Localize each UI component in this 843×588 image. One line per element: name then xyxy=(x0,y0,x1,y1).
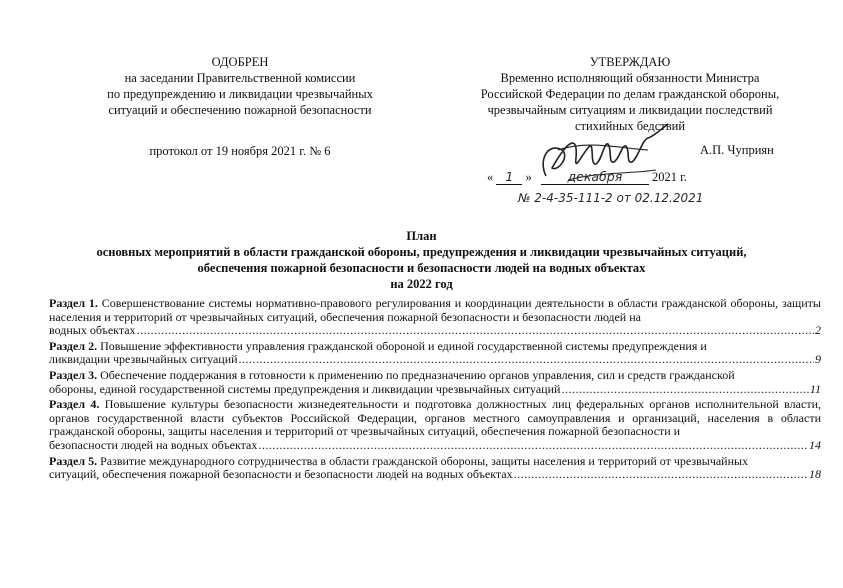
toc-entry-section-1 xyxy=(49,297,821,338)
signer-name: А.П. Чуприян xyxy=(700,143,774,157)
title-line: обеспечения пожарной безопасности и безопасности людей на водных объектах xyxy=(197,261,646,275)
title-line: План xyxy=(406,229,437,243)
affirm-line: Российской Федерации по делам гражданской обороны, xyxy=(480,87,780,101)
toc-section-tail: безопасности людей на водных объектах xyxy=(49,437,258,452)
toc-section-tail: обороны, единой государственной системы предупреждения и ликвидации чрезвычайных ситуаций xyxy=(49,381,561,396)
toc-section-tail: ситуаций, обеспечения пожарной безопасности и безопасности людей на водных объектах xyxy=(49,467,513,482)
toc-entry-section-3 xyxy=(49,369,821,396)
approved-block xyxy=(60,54,420,118)
toc-page-number: 14 xyxy=(809,437,821,452)
approved-protocol: протокол от 19 ноября 2021 г. № 6 xyxy=(149,144,331,158)
toc-leader xyxy=(239,353,814,367)
toc-entry-section-4 xyxy=(49,398,821,452)
approval-date xyxy=(487,170,687,185)
toc-entry-section-2 xyxy=(49,340,821,367)
toc-leader xyxy=(561,383,808,397)
affirm-line: стихийных бедствий xyxy=(574,119,686,133)
registration-note: № 2-4-35-111-2 от 02.12.2021 xyxy=(518,191,704,205)
toc-section-text: Совершенствование системы нормативно-правового регулирования и координации деятельности в области гражданской обороны, защиты населения и территорий от чрезвычайных ситуаций, обеспечения пожарной безопасности и безопасности людей на xyxy=(49,296,821,324)
toc-page-number: 2 xyxy=(815,323,821,338)
toc-section-text: Обеспечение поддержания в готовности к применению по предназначению органов управления, сил и средств гражданской xyxy=(100,367,735,382)
toc-leader xyxy=(137,324,814,338)
toc-section-label: Раздел 3. xyxy=(49,367,98,382)
date-year: 2021 г. xyxy=(652,170,687,184)
title-line: основных мероприятий в области гражданской обороны, предупреждения и ликвидации чрезвычайных ситуаций, xyxy=(96,245,747,259)
toc-page-number: 18 xyxy=(809,467,821,482)
toc-section-label: Раздел 5. xyxy=(49,453,98,468)
toc-entry-section-5 xyxy=(49,455,821,482)
date-open-quote: « xyxy=(487,170,494,184)
toc-page-number: 11 xyxy=(809,381,821,396)
affirm-line: чрезвычайным ситуациям и ликвидации последствий xyxy=(487,103,773,117)
toc-section-label: Раздел 2. xyxy=(49,338,98,353)
toc-section-text: Повышение эффективности управления гражданской обороной и единой государственной системы предупреждения и xyxy=(100,338,707,353)
title-line: на 2022 год xyxy=(390,277,453,291)
approved-line: на заседании Правительственной комиссии xyxy=(124,71,356,85)
toc-leader xyxy=(514,468,808,482)
date-close-quote: » xyxy=(525,170,532,184)
approved-heading: ОДОБРЕН xyxy=(211,55,269,69)
date-month: декабря xyxy=(541,170,649,185)
toc-section-label: Раздел 4. xyxy=(49,397,100,412)
toc-page-number: 9 xyxy=(815,352,821,367)
approved-line: по предупреждению и ликвидации чрезвычайных xyxy=(107,87,373,101)
table-of-contents xyxy=(49,297,821,484)
approved-line: ситуаций и обеспечению пожарной безопасности xyxy=(108,103,372,117)
toc-leader xyxy=(258,439,808,453)
date-day: 1 xyxy=(496,170,522,185)
toc-section-label: Раздел 1. xyxy=(49,296,98,310)
toc-section-tail: водных объектах xyxy=(49,323,136,338)
toc-section-tail: ликвидации чрезвычайных ситуаций xyxy=(49,352,238,367)
affirm-heading: УТВЕРЖДАЮ xyxy=(589,55,671,69)
toc-section-text: Повышение культуры безопасности жизнедеятельности и подготовка должностных лиц федеральных органов исполнительной власти, органов государственной власти субъектов Российской Федерации, органов местного самоуправления и организаций, населения в области гражданской обороны, защиты населения и территорий от чрезвычайных ситуаций, обеспечения пожарной безопасности и xyxy=(49,397,821,439)
toc-section-text: Развитие международного сотрудничества в области гражданской обороны, защиты населения и территорий от чрезвычайных xyxy=(100,453,749,468)
affirm-line: Временно исполняющий обязанности Министра xyxy=(500,71,760,85)
plan-title xyxy=(40,228,803,292)
